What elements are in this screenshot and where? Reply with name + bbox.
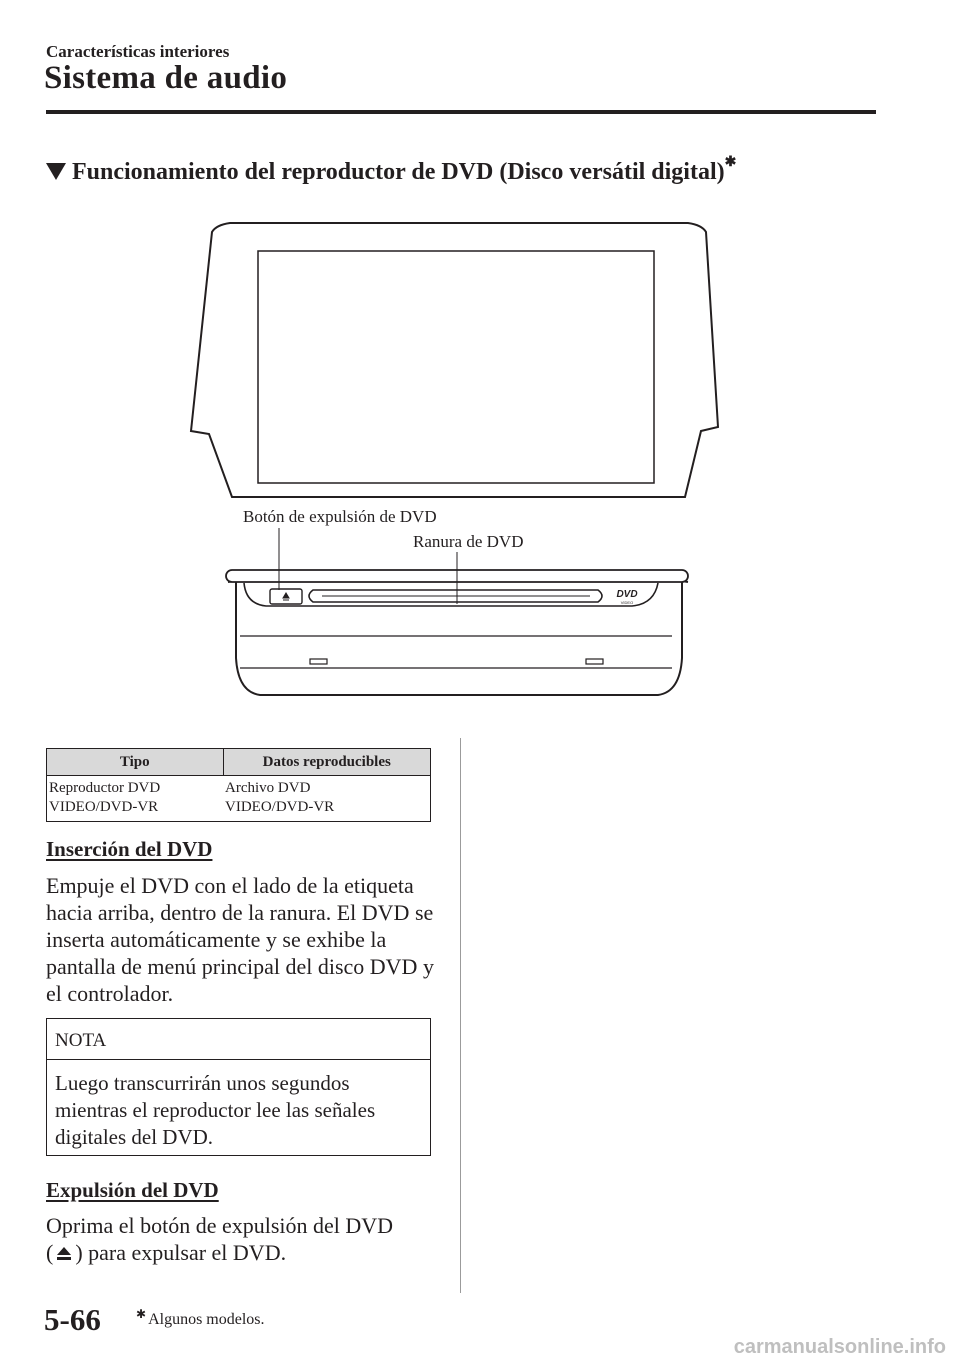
table-header-datos: Datos reproducibles (223, 749, 431, 776)
table-cell-tipo: Reproductor DVD VIDEO/DVD-VR (47, 776, 224, 822)
note-body: Luego transcurrirán unos segundos mientras el reproductor lee las señales digitales del DVD. (55, 1071, 376, 1149)
note-box (46, 1018, 431, 1156)
insertion-body: Empuje el DVD con el lado de la etiqueta hacia arriba, dentro de la ranura. El DVD se inserta automáticamente y se exhibe la pantalla de menú principal del disco DVD y el controlador. (46, 873, 434, 1006)
footnote-mark: ✱ (724, 155, 737, 170)
ejection-body: Oprima el botón de expulsión del DVD ( ) para expulsar el DVD. (46, 1212, 438, 1268)
dvd-logo-sub: VIDEO (620, 600, 634, 605)
callout-dvd-slot: Ranura de DVD (413, 532, 524, 551)
page-number: 5-66 (44, 1302, 101, 1337)
playback-table (46, 748, 431, 822)
right-indicator (586, 659, 603, 664)
column-divider (460, 738, 461, 1293)
ejection-heading: Expulsión del DVD (46, 1178, 219, 1202)
left-indicator (310, 659, 327, 664)
footnote-star: ✱ (136, 1307, 147, 1321)
insertion-heading: Inserción del DVD (46, 837, 213, 861)
page-title: Sistema de audio (44, 60, 288, 96)
table-header-tipo: Tipo (47, 749, 224, 776)
breadcrumb: Características interiores (46, 42, 230, 61)
callout-eject-button: Botón de expulsión de DVD (243, 507, 437, 526)
display-screen (258, 251, 654, 483)
table-header-row (47, 749, 431, 776)
section-heading-text: Funcionamiento del reproductor de DVD (Disco versátil digital) (72, 159, 725, 185)
note-title: NOTA (47, 1019, 430, 1060)
dvd-logo: DVD (616, 589, 638, 600)
watermark: carmanualsonline.info (733, 1336, 946, 1358)
eject-icon (55, 1241, 73, 1268)
table-cell-datos: Archivo DVD VIDEO/DVD-VR (223, 776, 431, 822)
table-row (47, 776, 431, 822)
footnote: ✱ Algunos modelos. (136, 1307, 265, 1328)
